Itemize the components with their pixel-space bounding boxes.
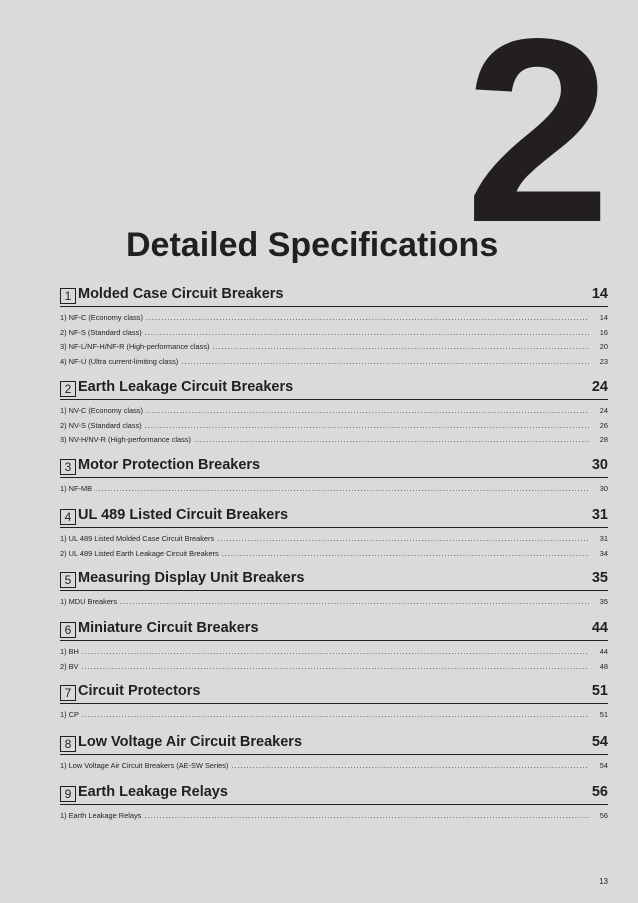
leader-dots <box>222 547 589 562</box>
toc-entry-label: 3) NV-H/NV-R (High-performance class) <box>60 435 192 444</box>
section-page: 24 <box>591 379 608 395</box>
section-number: 4 <box>60 509 76 525</box>
toc-entry-label: 1) CP <box>60 710 79 719</box>
toc-entry-page: 34 <box>599 548 608 558</box>
section-heading[interactable] <box>60 379 608 400</box>
toc-entry-label: 2) NF-S (Standard class) <box>60 327 142 337</box>
toc-section-2 <box>60 379 608 448</box>
toc-entry-label: 1) Earth Leakage Relays <box>60 811 142 820</box>
leader-dots <box>95 482 589 497</box>
section-title: Molded Case Circuit Breakers <box>78 286 284 302</box>
toc-section-5 <box>60 570 608 610</box>
leader-dots <box>145 326 589 341</box>
toc-entry-page: 51 <box>599 710 608 719</box>
toc-entry-page: 16 <box>599 327 608 337</box>
toc-entry-page: 56 <box>599 811 608 820</box>
section-title: UL 489 Listed Circuit Breakers <box>78 507 289 523</box>
toc-entry-page: 48 <box>599 661 608 671</box>
section-page: 31 <box>591 507 608 523</box>
section-heading[interactable] <box>60 734 608 755</box>
leader-dots <box>146 311 589 326</box>
toc-entry[interactable] <box>60 433 608 448</box>
toc-entry[interactable] <box>60 482 608 497</box>
toc-entry-page: 20 <box>599 342 608 351</box>
toc-entry[interactable] <box>60 419 608 434</box>
section-number: 2 <box>60 381 76 397</box>
toc-section-8 <box>60 734 608 774</box>
section-number: 8 <box>60 736 76 752</box>
toc-entry-label: 1) MDU Breakers <box>60 597 118 606</box>
toc-section-7 <box>60 683 608 723</box>
toc-entry-page: 26 <box>599 420 608 430</box>
section-heading[interactable] <box>60 570 608 591</box>
toc-entry[interactable] <box>60 326 608 341</box>
section-page: 54 <box>591 734 608 750</box>
toc-entry-label: 1) UL 489 Listed Molded Case Circuit Breakers <box>60 534 215 543</box>
section-number: 1 <box>60 288 76 304</box>
toc-entry-page: 28 <box>599 435 608 444</box>
leader-dots <box>144 809 589 824</box>
toc-entry-label: 1) NF-MB <box>60 484 93 493</box>
section-page: 14 <box>591 286 608 302</box>
section-number: 3 <box>60 459 76 475</box>
section-page: 44 <box>591 620 608 636</box>
leader-dots <box>82 708 589 723</box>
leader-dots <box>181 355 589 370</box>
toc-entry[interactable] <box>60 340 608 355</box>
section-heading[interactable] <box>60 784 608 805</box>
section-page: 30 <box>591 457 608 473</box>
section-number: 6 <box>60 622 76 638</box>
toc-entry[interactable] <box>60 660 608 675</box>
leader-dots <box>217 532 589 547</box>
toc-entry-label: 3) NF-L/NF-H/NF-R (High-performance class) <box>60 342 210 351</box>
section-page: 56 <box>591 784 608 800</box>
toc-entry-page: 24 <box>599 406 608 415</box>
toc-entry-page: 54 <box>599 761 608 770</box>
toc-entry-page: 44 <box>599 647 608 656</box>
toc-section-1 <box>60 286 608 369</box>
toc-entry-label: 2) BV <box>60 661 79 671</box>
toc-section-3 <box>60 457 608 497</box>
toc-entry-label: 1) NV-C (Economy class) <box>60 406 143 415</box>
chapter-number: 2 <box>465 0 603 277</box>
leader-dots <box>231 759 589 774</box>
toc-section-9 <box>60 784 608 824</box>
toc-entry[interactable] <box>60 595 608 610</box>
section-title: Measuring Display Unit Breakers <box>78 570 305 586</box>
section-number: 7 <box>60 685 76 701</box>
toc-entry-label: 2) UL 489 Listed Earth Leakage Circuit Breakers <box>60 548 219 558</box>
leader-dots <box>194 433 589 448</box>
leader-dots <box>145 419 589 434</box>
section-title: Miniature Circuit Breakers <box>78 620 259 636</box>
section-heading[interactable] <box>60 286 608 307</box>
section-number: 5 <box>60 572 76 588</box>
toc-entry[interactable] <box>60 547 608 562</box>
page-number: 13 <box>599 877 608 886</box>
toc-entry[interactable] <box>60 809 608 824</box>
leader-dots <box>82 645 589 660</box>
toc-entry-label: 4) NF-U (Ultra current-limiting class) <box>60 356 179 366</box>
toc-entry-page: 35 <box>599 597 608 606</box>
section-title: Low Voltage Air Circuit Breakers <box>78 734 303 750</box>
leader-dots <box>212 340 589 355</box>
toc-entry-page: 31 <box>599 534 608 543</box>
leader-dots <box>146 404 589 419</box>
section-page: 51 <box>591 683 608 699</box>
section-title: Earth Leakage Relays <box>78 784 228 800</box>
toc-entry[interactable] <box>60 645 608 660</box>
leader-dots <box>81 660 589 675</box>
section-heading[interactable] <box>60 683 608 704</box>
toc-entry-page: 23 <box>599 356 608 366</box>
section-title: Circuit Protectors <box>78 683 201 699</box>
toc-entry-page: 30 <box>599 484 608 493</box>
section-title: Earth Leakage Circuit Breakers <box>78 379 294 395</box>
toc-entry-label: 1) Low Voltage Air Circuit Breakers (AE-SW Series) <box>60 761 229 770</box>
leader-dots <box>120 595 589 610</box>
section-heading[interactable] <box>60 507 608 528</box>
toc-entry-page: 14 <box>599 313 608 322</box>
section-page: 35 <box>591 570 608 586</box>
toc-section-6 <box>60 620 608 674</box>
toc-entry[interactable] <box>60 404 608 419</box>
toc-entry[interactable] <box>60 532 608 547</box>
toc-entry-label: 1) NF-C (Economy class) <box>60 313 143 322</box>
toc-entry-label: 2) NV-S (Standard class) <box>60 420 142 430</box>
section-heading[interactable] <box>60 620 608 641</box>
chapter-title: Detailed Specifications <box>126 226 499 264</box>
section-number: 9 <box>60 786 76 802</box>
toc-entry[interactable] <box>60 708 608 723</box>
section-heading[interactable] <box>60 457 608 478</box>
toc-entry[interactable] <box>60 759 608 774</box>
toc-entry[interactable] <box>60 355 608 370</box>
section-title: Motor Protection Breakers <box>78 457 261 473</box>
toc-entry-label: 1) BH <box>60 647 79 656</box>
toc-entry[interactable] <box>60 311 608 326</box>
toc-section-4 <box>60 507 608 561</box>
